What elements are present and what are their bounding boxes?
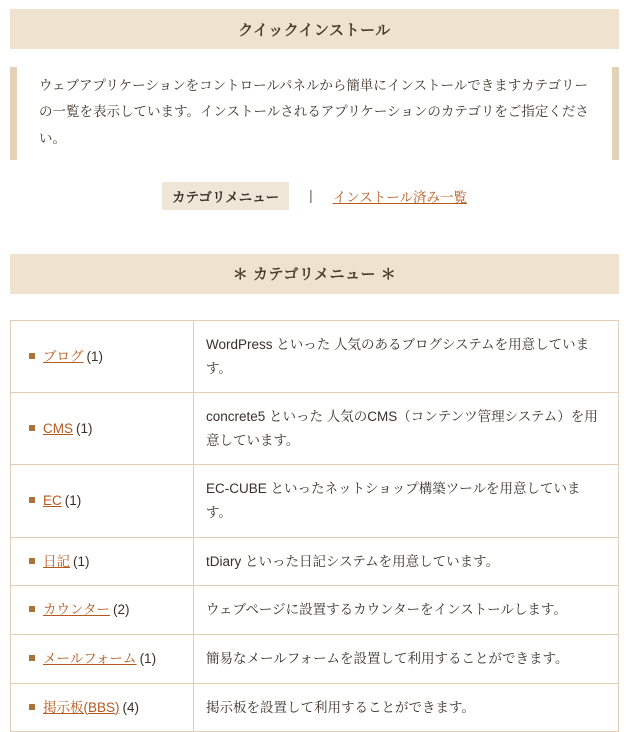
table-row [11, 537, 619, 586]
category-name-cell [11, 634, 194, 683]
bullet-icon [29, 353, 35, 359]
category-description: tDiary といった日記システムを用意しています。 [194, 537, 619, 586]
category-name-cell [11, 586, 194, 635]
menu-links [0, 182, 629, 210]
category-description: 掲示板を設置して利用することができます。 [194, 683, 619, 732]
section-header [10, 254, 619, 294]
bullet-icon [29, 704, 35, 710]
category-count: (1) [86, 348, 103, 364]
bullet-icon [29, 425, 35, 431]
page-header [10, 9, 619, 49]
category-count: (1) [139, 650, 157, 666]
table-row [11, 586, 619, 635]
page-title: クイックインストール [238, 21, 391, 39]
intro-left-accent-bar [10, 67, 17, 160]
category-link[interactable]: ブログ [43, 348, 84, 364]
category-name-cell [11, 683, 194, 732]
category-link[interactable]: EC [43, 493, 62, 509]
table-row [11, 393, 619, 465]
category-count: (1) [64, 493, 82, 509]
bullet-icon [29, 606, 35, 612]
category-name-cell [11, 537, 194, 586]
bullet-icon [29, 497, 35, 503]
category-table [10, 320, 619, 732]
quick-install-page [0, 9, 629, 715]
tab-category-menu[interactable]: カテゴリメニュー [162, 182, 289, 210]
table-row [11, 465, 619, 537]
table-row [11, 634, 619, 683]
table-row [11, 320, 619, 392]
category-link[interactable]: 日記 [43, 553, 70, 569]
section-title: ＊ カテゴリメニュー ＊ [232, 266, 397, 284]
category-count: (2) [112, 602, 130, 618]
table-row [11, 683, 619, 732]
category-description: EC-CUBE といったネットショップ構築ツールを用意しています。 [194, 465, 619, 537]
category-link[interactable]: メールフォーム [43, 650, 137, 666]
bullet-icon [29, 558, 35, 564]
category-count: (4) [122, 699, 140, 715]
link-installed-list[interactable]: インストール済み一覧 [332, 189, 468, 205]
category-description: concrete5 といった 人気のCMS（コンテンツ管理システム）を用意しています。 [194, 393, 619, 465]
category-name-cell [11, 320, 194, 392]
category-link[interactable]: CMS [43, 421, 73, 436]
category-name-cell [11, 393, 194, 465]
menu-separator: | [309, 188, 313, 204]
intro-right-accent-bar [612, 67, 619, 160]
category-description: WordPress といった 人気のあるブログシステムを用意しています。 [194, 320, 619, 392]
category-link[interactable]: カウンター [43, 602, 110, 618]
intro-text: ウェブアプリケーションをコントロールパネルから簡単にインストールできますカテゴリーの一覧を表示しています。インストールされるアプリケーションのカテゴリをご指定ください。 [39, 78, 589, 146]
category-name-cell [11, 465, 194, 537]
category-description: 簡易なメールフォームを設置して利用することができます。 [194, 634, 619, 683]
category-count: (1) [73, 553, 90, 569]
category-description: ウェブページに設置するカウンターをインストールします。 [194, 586, 619, 635]
bullet-icon [29, 655, 35, 661]
category-count: (1) [76, 421, 93, 436]
intro-panel [10, 67, 619, 160]
category-link[interactable]: 掲示板(BBS) [43, 699, 120, 715]
